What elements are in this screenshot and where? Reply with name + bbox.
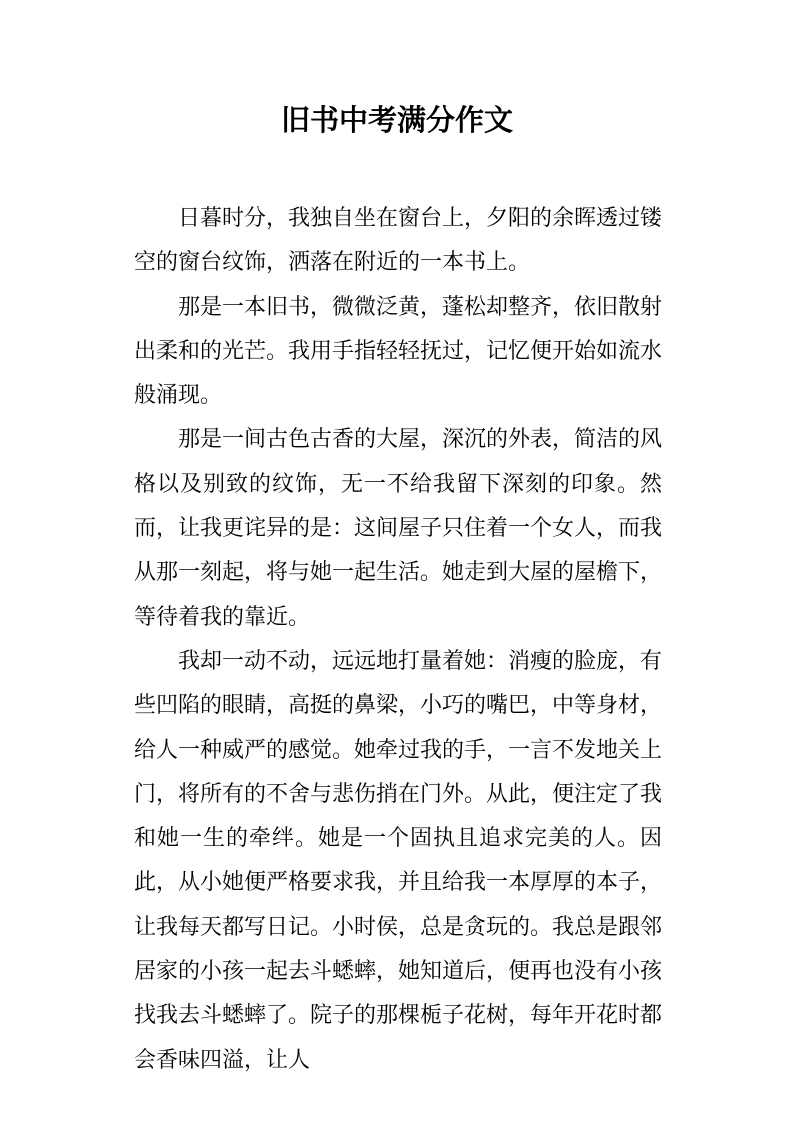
paragraph-4: 我却一动不动，远远地打量着她：消瘦的脸庞，有些凹陷的眼睛，高挺的鼻梁，小巧的嘴巴，中等身材，给人一种威严的感觉。她牵过我的手，一言不发地关上门，将所有的不舍与悲伤捎在门外。从此，便注定了我和她一生的牵绊。她是一个固执且追求完美的人。因此，从小她便严格要求我，并且给我一本厚厚的本子，让我每天都写日记。小时侯，总是贪玩的。我总是跟邻居家的小孩一起去斗蟋蟀，她知道后，便再也没有小孩找我去斗蟋蟀了。院子的那棵栀子花树，每年开花时都会香味四溢，让人 [134,648,663,1073]
paragraph-1: 日暮时分，我独自坐在窗台上，夕阳的余晖透过镂空的窗台纹饰，洒落在附近的一本书上。 [134,206,663,276]
paragraph-2: 那是一本旧书，微微泛黄，蓬松却整齐，依旧散射出柔和的光芒。我用手指轻轻抚过，记忆便开始如流水般涌现。 [134,294,663,409]
document-body [134,197,662,1083]
document-title: 旧书中考满分作文 [280,103,513,137]
paragraph-3: 那是一间古色古香的大屋，深沉的外表，简洁的风格以及别致的纹饰，无一不给我留下深刻的印象。然而，让我更诧异的是：这间屋子只住着一个女人，而我从那一刻起，将与她一起生活。她走到大屋的屋檐下，等待着我的靠近。 [134,427,663,630]
